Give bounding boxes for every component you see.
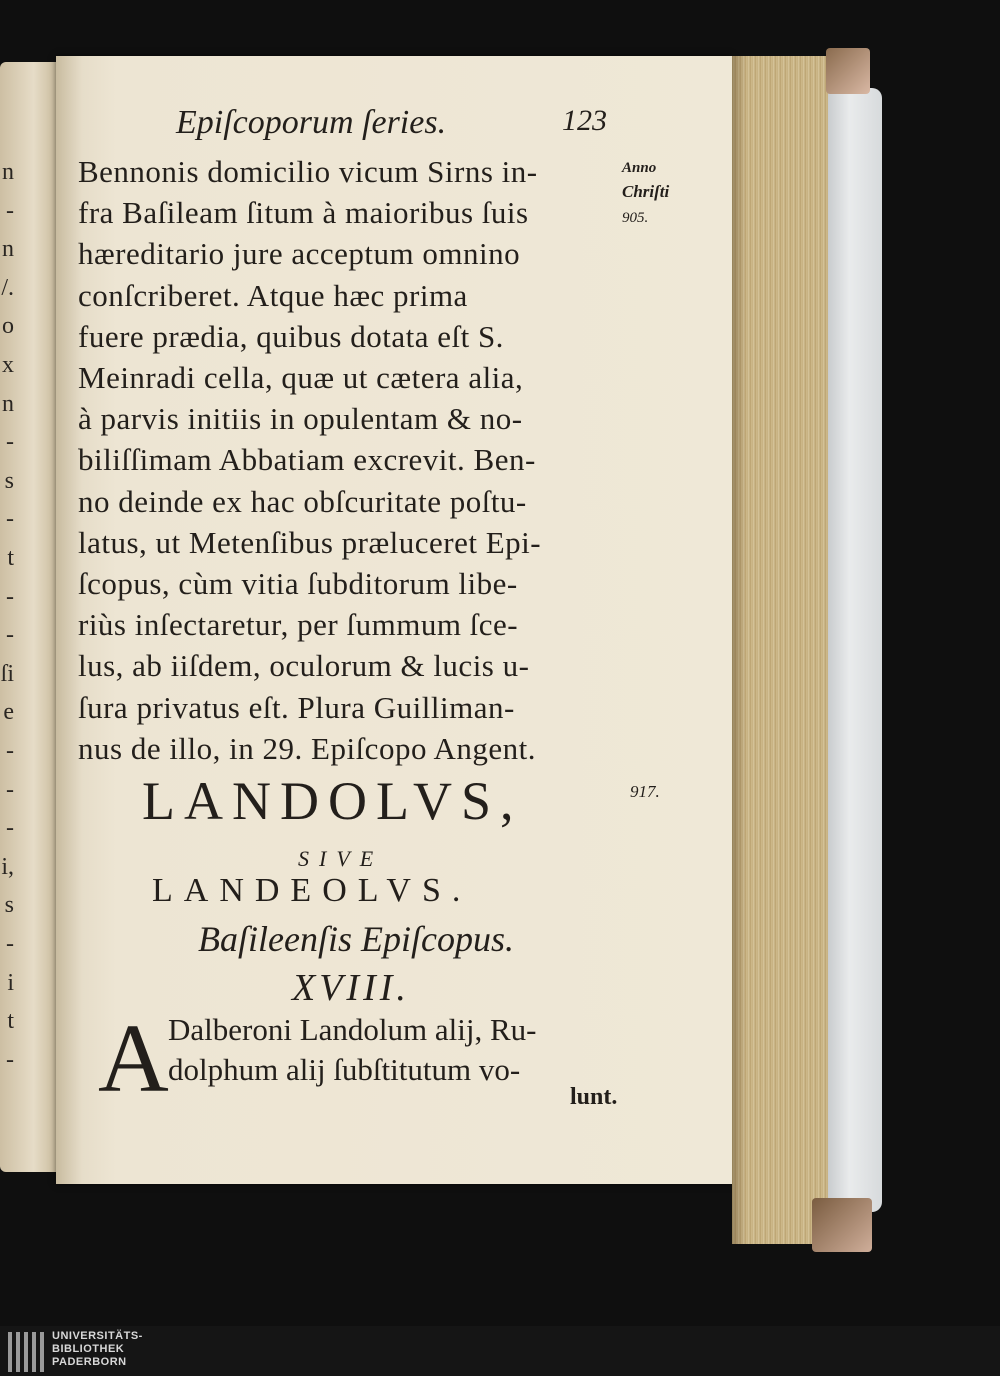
body-line: Bennonis domicilio vicum Sirns in- bbox=[78, 154, 538, 189]
left-page-fragment: t bbox=[7, 545, 14, 571]
paragraph-line-1: Dalberoni Landolum alij, Ru- bbox=[168, 1012, 537, 1047]
left-page-fragment: - bbox=[6, 738, 14, 764]
left-page-fragment: - bbox=[6, 776, 14, 803]
margin-note-christi: Chriſti bbox=[622, 182, 670, 201]
left-page-fragment: - bbox=[6, 931, 14, 957]
body-line: fra Baſileam ſitum à maioribus ſuis bbox=[78, 195, 529, 231]
heading-alt-name: LANDEOLVS. bbox=[152, 872, 472, 909]
left-page-fragment: - bbox=[6, 1046, 14, 1073]
body-line: latus, ut Metenſibus præluceret Epi- bbox=[78, 524, 542, 560]
body-line: hæreditario jure acceptum omnino bbox=[78, 236, 521, 272]
margin-note-year-905: 905. bbox=[622, 210, 649, 226]
left-page-fragment: ſi bbox=[0, 660, 14, 687]
left-page-fragment: n bbox=[2, 159, 14, 185]
left-page-fragment: s bbox=[4, 892, 14, 919]
heading-numeral: XVIII. bbox=[292, 967, 410, 1009]
left-page-fragment: e bbox=[3, 699, 14, 726]
body-line: à parvis initiis in opulentam & no- bbox=[78, 401, 523, 437]
paragraph-line-2: dolphum alij ſubſtitutum vo- bbox=[168, 1052, 521, 1087]
heading-subtitle: Baſileenſis Epiſcopus. bbox=[198, 919, 514, 959]
binding-corner-top bbox=[826, 48, 870, 94]
footer-bar bbox=[0, 1326, 1000, 1376]
protective-wrapper bbox=[828, 88, 882, 1212]
left-page-fragment: s bbox=[4, 467, 14, 494]
drop-cap: A bbox=[98, 1005, 169, 1113]
body-line: biliſſimam Abbatiam excrevit. Ben- bbox=[78, 442, 536, 478]
body-line: riùs inſectaretur, per ſummum ſce- bbox=[78, 607, 519, 643]
left-page-fragment: - bbox=[6, 197, 14, 224]
body-line: no deinde ex hac obſcuritate poſtu- bbox=[78, 483, 527, 519]
left-page-edge bbox=[0, 62, 56, 1172]
left-page-fragment: t bbox=[7, 1008, 14, 1035]
left-page-fragment: - bbox=[6, 815, 14, 842]
margin-note-anno: Anno bbox=[622, 160, 657, 176]
left-page-fragment: i, bbox=[1, 853, 14, 880]
catchword: lunt. bbox=[570, 1084, 618, 1110]
page-block-edge bbox=[732, 56, 830, 1244]
left-page-fragment: n bbox=[2, 390, 14, 417]
left-page-fragment: - bbox=[6, 429, 14, 456]
body-line: Meinradi cella, quæ ut cætera alia, bbox=[78, 360, 524, 395]
body-line: ſcopus, cùm vitia ſubditorum libe- bbox=[78, 566, 518, 601]
library-logo-text: UNIVERSITÄTS- BIBLIOTHEK PADERBORN bbox=[52, 1330, 143, 1368]
left-page-fragment: - bbox=[6, 622, 14, 649]
margin-note-year-917: 917. bbox=[630, 782, 660, 801]
body-line: fuere prædia, quibus dotata eſt S. bbox=[78, 318, 504, 354]
left-page-fragment: - bbox=[6, 506, 14, 533]
body-line: lus, ab iiſdem, oculorum & lucis u- bbox=[78, 648, 530, 684]
left-page-fragment: x bbox=[2, 352, 14, 378]
body-line: nus de illo, in 29. Epiſcopo Angent. bbox=[78, 730, 536, 766]
heading-name: LANDOLVS, bbox=[142, 771, 523, 831]
body-line: conſcriberet. Atque hæc prima bbox=[78, 277, 468, 313]
body-line: ſura privatus eſt. Plura Guilliman- bbox=[78, 689, 515, 725]
left-page-fragment: n bbox=[2, 236, 14, 263]
left-page-fragment: /. bbox=[1, 274, 14, 301]
page-number: 123 bbox=[562, 104, 607, 137]
left-page-fragment: - bbox=[6, 583, 14, 610]
left-page-fragment: o bbox=[2, 313, 14, 340]
heading-sive: SIVE bbox=[298, 846, 384, 871]
binding-corner-bottom bbox=[812, 1198, 872, 1252]
library-logo-icon bbox=[8, 1332, 44, 1372]
left-page-fragment: i bbox=[7, 969, 14, 996]
running-header: Epiſcoporum ſeries. bbox=[176, 104, 447, 141]
